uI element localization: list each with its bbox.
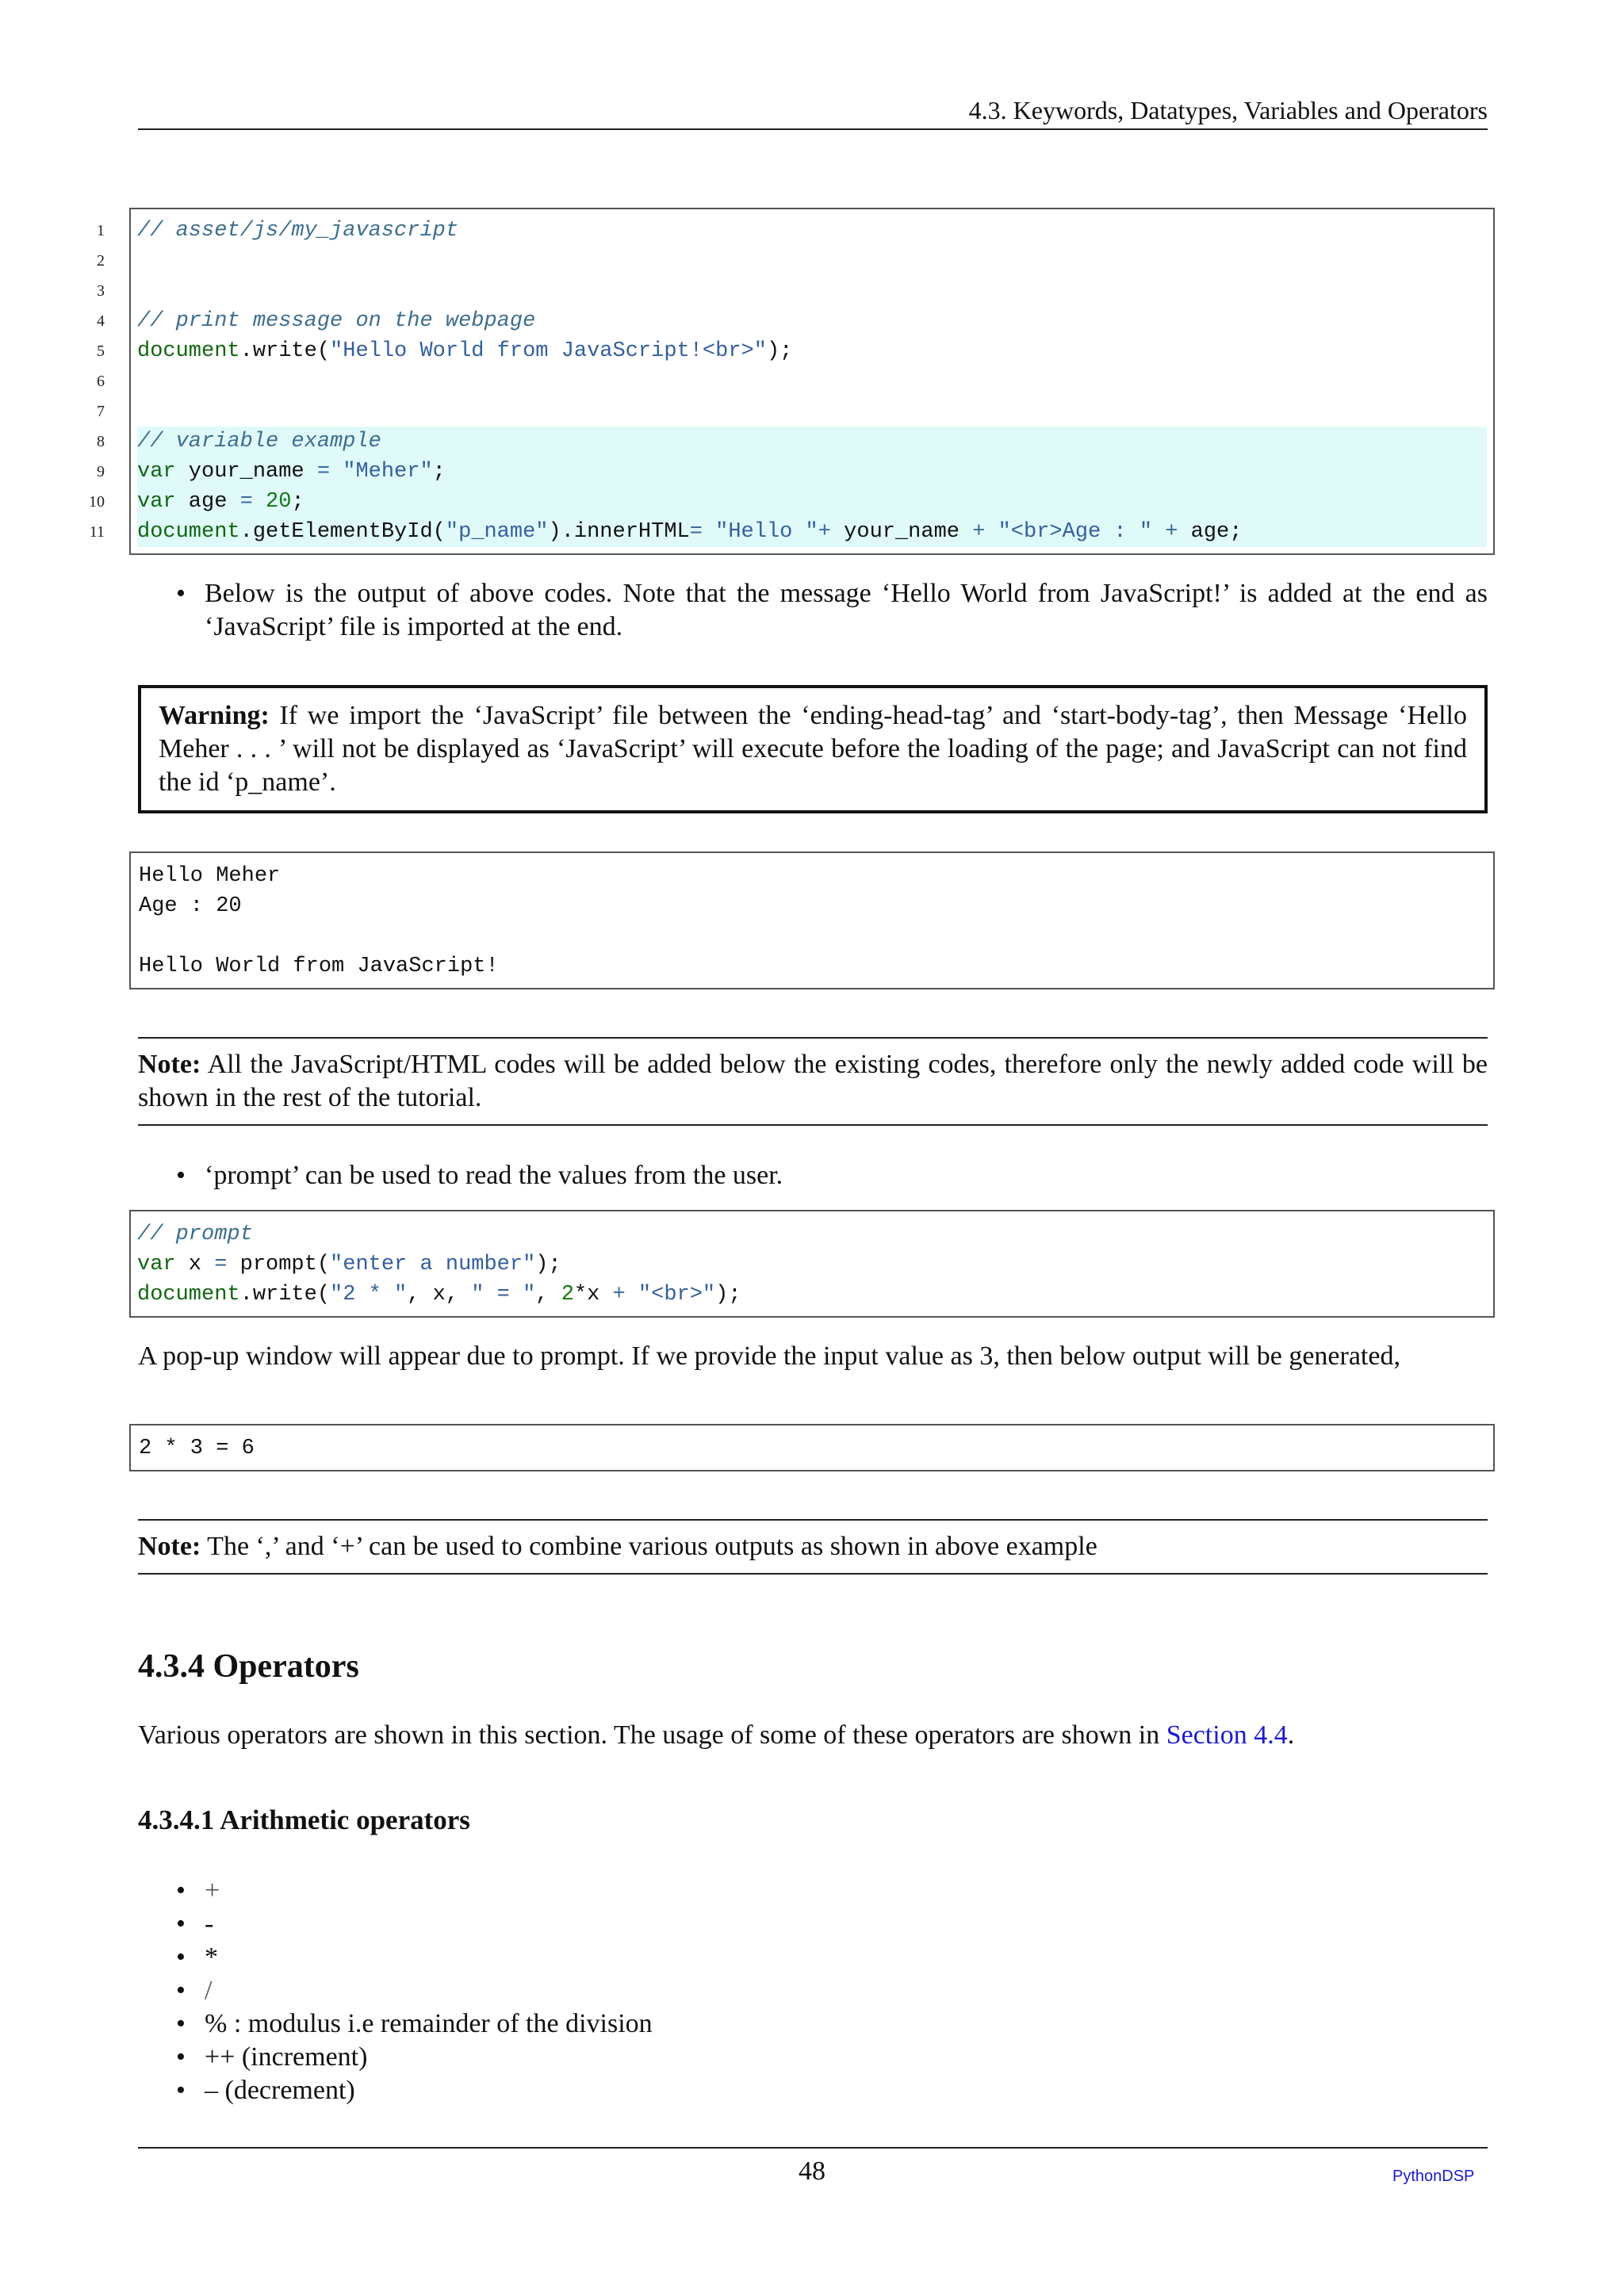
code-token: ).innerHTML xyxy=(548,520,690,544)
list-item-text: + xyxy=(205,1876,220,1905)
subsection-heading: 4.3.4.1 Arithmetic operators xyxy=(138,1804,470,1835)
paragraph-text: Various operators are shown in this section. The usage of some of these operators are shown in xyxy=(138,1720,1166,1750)
code-string: "enter a number" xyxy=(330,1253,536,1276)
line-number: 1 xyxy=(97,222,105,239)
line-number: 4 xyxy=(97,312,105,330)
bullet-dot: • xyxy=(176,1876,186,1905)
list-item xyxy=(176,1874,969,1908)
code-token: your_name xyxy=(830,520,973,544)
code-token: *x xyxy=(573,1283,613,1307)
note-text: The ‘,’ and ‘+’ can be used to combine various outputs as shown in above example xyxy=(201,1532,1097,1561)
code-token: , x, xyxy=(407,1283,472,1307)
bullet-item xyxy=(176,577,1488,649)
warning-box xyxy=(138,685,1488,813)
bullet-dot: • xyxy=(176,579,186,608)
code-string: "Meher" xyxy=(330,460,433,484)
code-line-highlighted xyxy=(137,487,1487,517)
list-item xyxy=(176,2074,969,2107)
line-number: 11 xyxy=(89,523,105,541)
warning-text: If we import the ‘JavaScript’ file between the ‘ending-head-tag’ and ‘start-body-tag’, then Message ‘Hello Meher . . . ’ will not be displayed as ‘JavaScript’ will execute before the loading of the page; and JavaScript can not find the id ‘p_name’. xyxy=(159,701,1467,797)
line-number: 2 xyxy=(97,252,105,270)
code-comment: // variable example xyxy=(137,430,381,453)
page-number: 48 xyxy=(799,2156,825,2186)
code-keyword: var xyxy=(137,1253,176,1276)
code-string: " = " xyxy=(471,1283,536,1307)
code-token: ); xyxy=(715,1283,741,1307)
bullet-dot: • xyxy=(176,2076,186,2105)
code-operator: + xyxy=(1152,520,1191,544)
bullet-dot: • xyxy=(176,1942,186,1972)
line-number: 10 xyxy=(89,493,105,511)
code-token: age; xyxy=(1190,520,1243,544)
code-token: ; xyxy=(291,490,304,514)
warning-label: Warning: xyxy=(159,701,270,730)
paragraph: A pop-up window will appear due to prompt. If we provide the input value as 3, then below output will be generated, xyxy=(138,1341,1400,1371)
running-header: 4.3. Keywords, Datatypes, Variables and Operators xyxy=(138,94,1488,130)
code-line-highlighted xyxy=(137,457,1487,487)
code-comment: // print message on the webpage xyxy=(137,309,536,333)
section-heading: 4.3.4 Operators xyxy=(138,1648,359,1685)
list-item xyxy=(176,1908,969,1941)
output-line: Hello Meher xyxy=(139,864,281,888)
code-token: ; xyxy=(432,460,446,484)
code-token: age xyxy=(175,490,240,514)
line-number: 3 xyxy=(97,282,105,300)
code-operator: = xyxy=(689,520,703,544)
code-line xyxy=(137,216,1487,246)
code-token: document xyxy=(137,520,240,544)
bullet-text: Below is the output of above codes. Note that the message ‘Hello World from JavaScript!’ is added at the end as ‘JavaScript’ file is imported at the end. xyxy=(205,579,1488,641)
code-token: your_name xyxy=(175,460,317,484)
bullet-item xyxy=(176,1159,1488,1194)
note-label: Note: xyxy=(138,1532,201,1561)
bullet-dot: • xyxy=(176,2042,186,2072)
code-token: prompt( xyxy=(227,1253,331,1276)
code-line-highlighted xyxy=(137,517,1487,547)
paragraph-text: . xyxy=(1287,1720,1295,1750)
bullet-dot: • xyxy=(176,1976,186,2005)
line-number: 8 xyxy=(97,433,105,450)
note-box xyxy=(138,1519,1488,1575)
footer-rule xyxy=(138,2147,1488,2149)
code-token: document xyxy=(137,1283,240,1307)
output-line: Age : 20 xyxy=(139,894,242,918)
list-item-text: – (decrement) xyxy=(205,2076,355,2105)
code-operator: + xyxy=(972,520,986,544)
code-line xyxy=(137,1219,1487,1249)
section-link[interactable]: Section 4.4 xyxy=(1166,1720,1288,1750)
code-token: .write( xyxy=(239,339,331,363)
list-item-text: / xyxy=(205,1976,213,2005)
code-token: .getElementById( xyxy=(239,520,446,544)
code-keyword: var xyxy=(137,490,176,514)
list-item xyxy=(176,2041,969,2074)
code-line xyxy=(137,306,1487,336)
code-string: "2 * " xyxy=(330,1283,408,1307)
code-operator: = xyxy=(316,460,331,484)
code-block-prompt xyxy=(129,1210,1495,1318)
code-token: , xyxy=(535,1283,561,1307)
code-keyword: var xyxy=(137,460,176,484)
code-string: "Hello " xyxy=(702,520,818,544)
output-block xyxy=(129,851,1495,989)
code-token: ); xyxy=(766,339,793,363)
list-item xyxy=(176,1941,969,1974)
bullet-dot: • xyxy=(176,1161,186,1190)
line-number: 9 xyxy=(97,463,105,480)
bullet-text: ‘prompt’ can be used to read the values from the user. xyxy=(205,1161,783,1190)
code-string: "Hello World from JavaScript!<br>" xyxy=(330,339,767,363)
code-operator: = xyxy=(239,490,253,514)
line-number: 5 xyxy=(97,342,105,360)
code-token: document xyxy=(137,339,240,363)
output-line: 2 * 3 = 6 xyxy=(139,1437,255,1460)
list-item-text: % : modulus i.e remainder of the division xyxy=(205,2009,653,2038)
list-item xyxy=(176,1974,969,2007)
code-operator: + xyxy=(818,520,831,544)
code-line-highlighted xyxy=(137,427,1487,457)
code-line xyxy=(137,336,1487,366)
code-comment: // prompt xyxy=(137,1223,253,1246)
paragraph xyxy=(138,1719,1488,1752)
note-label: Note: xyxy=(138,1050,201,1079)
code-operator: + xyxy=(612,1283,626,1307)
code-string: "<br>Age : " xyxy=(985,520,1153,544)
code-line xyxy=(137,1249,1487,1280)
output-line: Hello World from JavaScript! xyxy=(139,955,499,978)
list-item-text: * xyxy=(205,1942,218,1972)
code-operator: = xyxy=(214,1253,228,1276)
output-block xyxy=(129,1424,1495,1471)
note-box xyxy=(138,1037,1488,1126)
list-item-text: - xyxy=(205,1909,214,1938)
code-token: ); xyxy=(535,1253,561,1276)
code-string: "p_name" xyxy=(445,520,549,544)
list-item xyxy=(176,2007,969,2041)
list-item-text: ++ (increment) xyxy=(205,2042,368,2072)
line-number: 6 xyxy=(97,373,105,390)
line-number: 7 xyxy=(97,403,105,420)
code-token: x xyxy=(175,1253,215,1276)
code-block-main xyxy=(129,208,1495,555)
note-text: All the JavaScript/HTML codes will be added below the existing codes, therefore only the newly added code will be shown in the rest of the tutorial. xyxy=(138,1050,1488,1112)
code-line xyxy=(137,1280,1487,1310)
footer-brand[interactable]: PythonDSP xyxy=(1392,2168,1475,2185)
code-number: 2 xyxy=(561,1283,574,1307)
code-comment: // asset/js/my_javascript xyxy=(137,219,459,243)
bullet-dot: • xyxy=(176,2009,186,2038)
code-token: .write( xyxy=(239,1283,331,1307)
code-string: "<br>" xyxy=(625,1283,716,1307)
bullet-dot: • xyxy=(176,1909,186,1938)
code-number: 20 xyxy=(252,490,292,514)
